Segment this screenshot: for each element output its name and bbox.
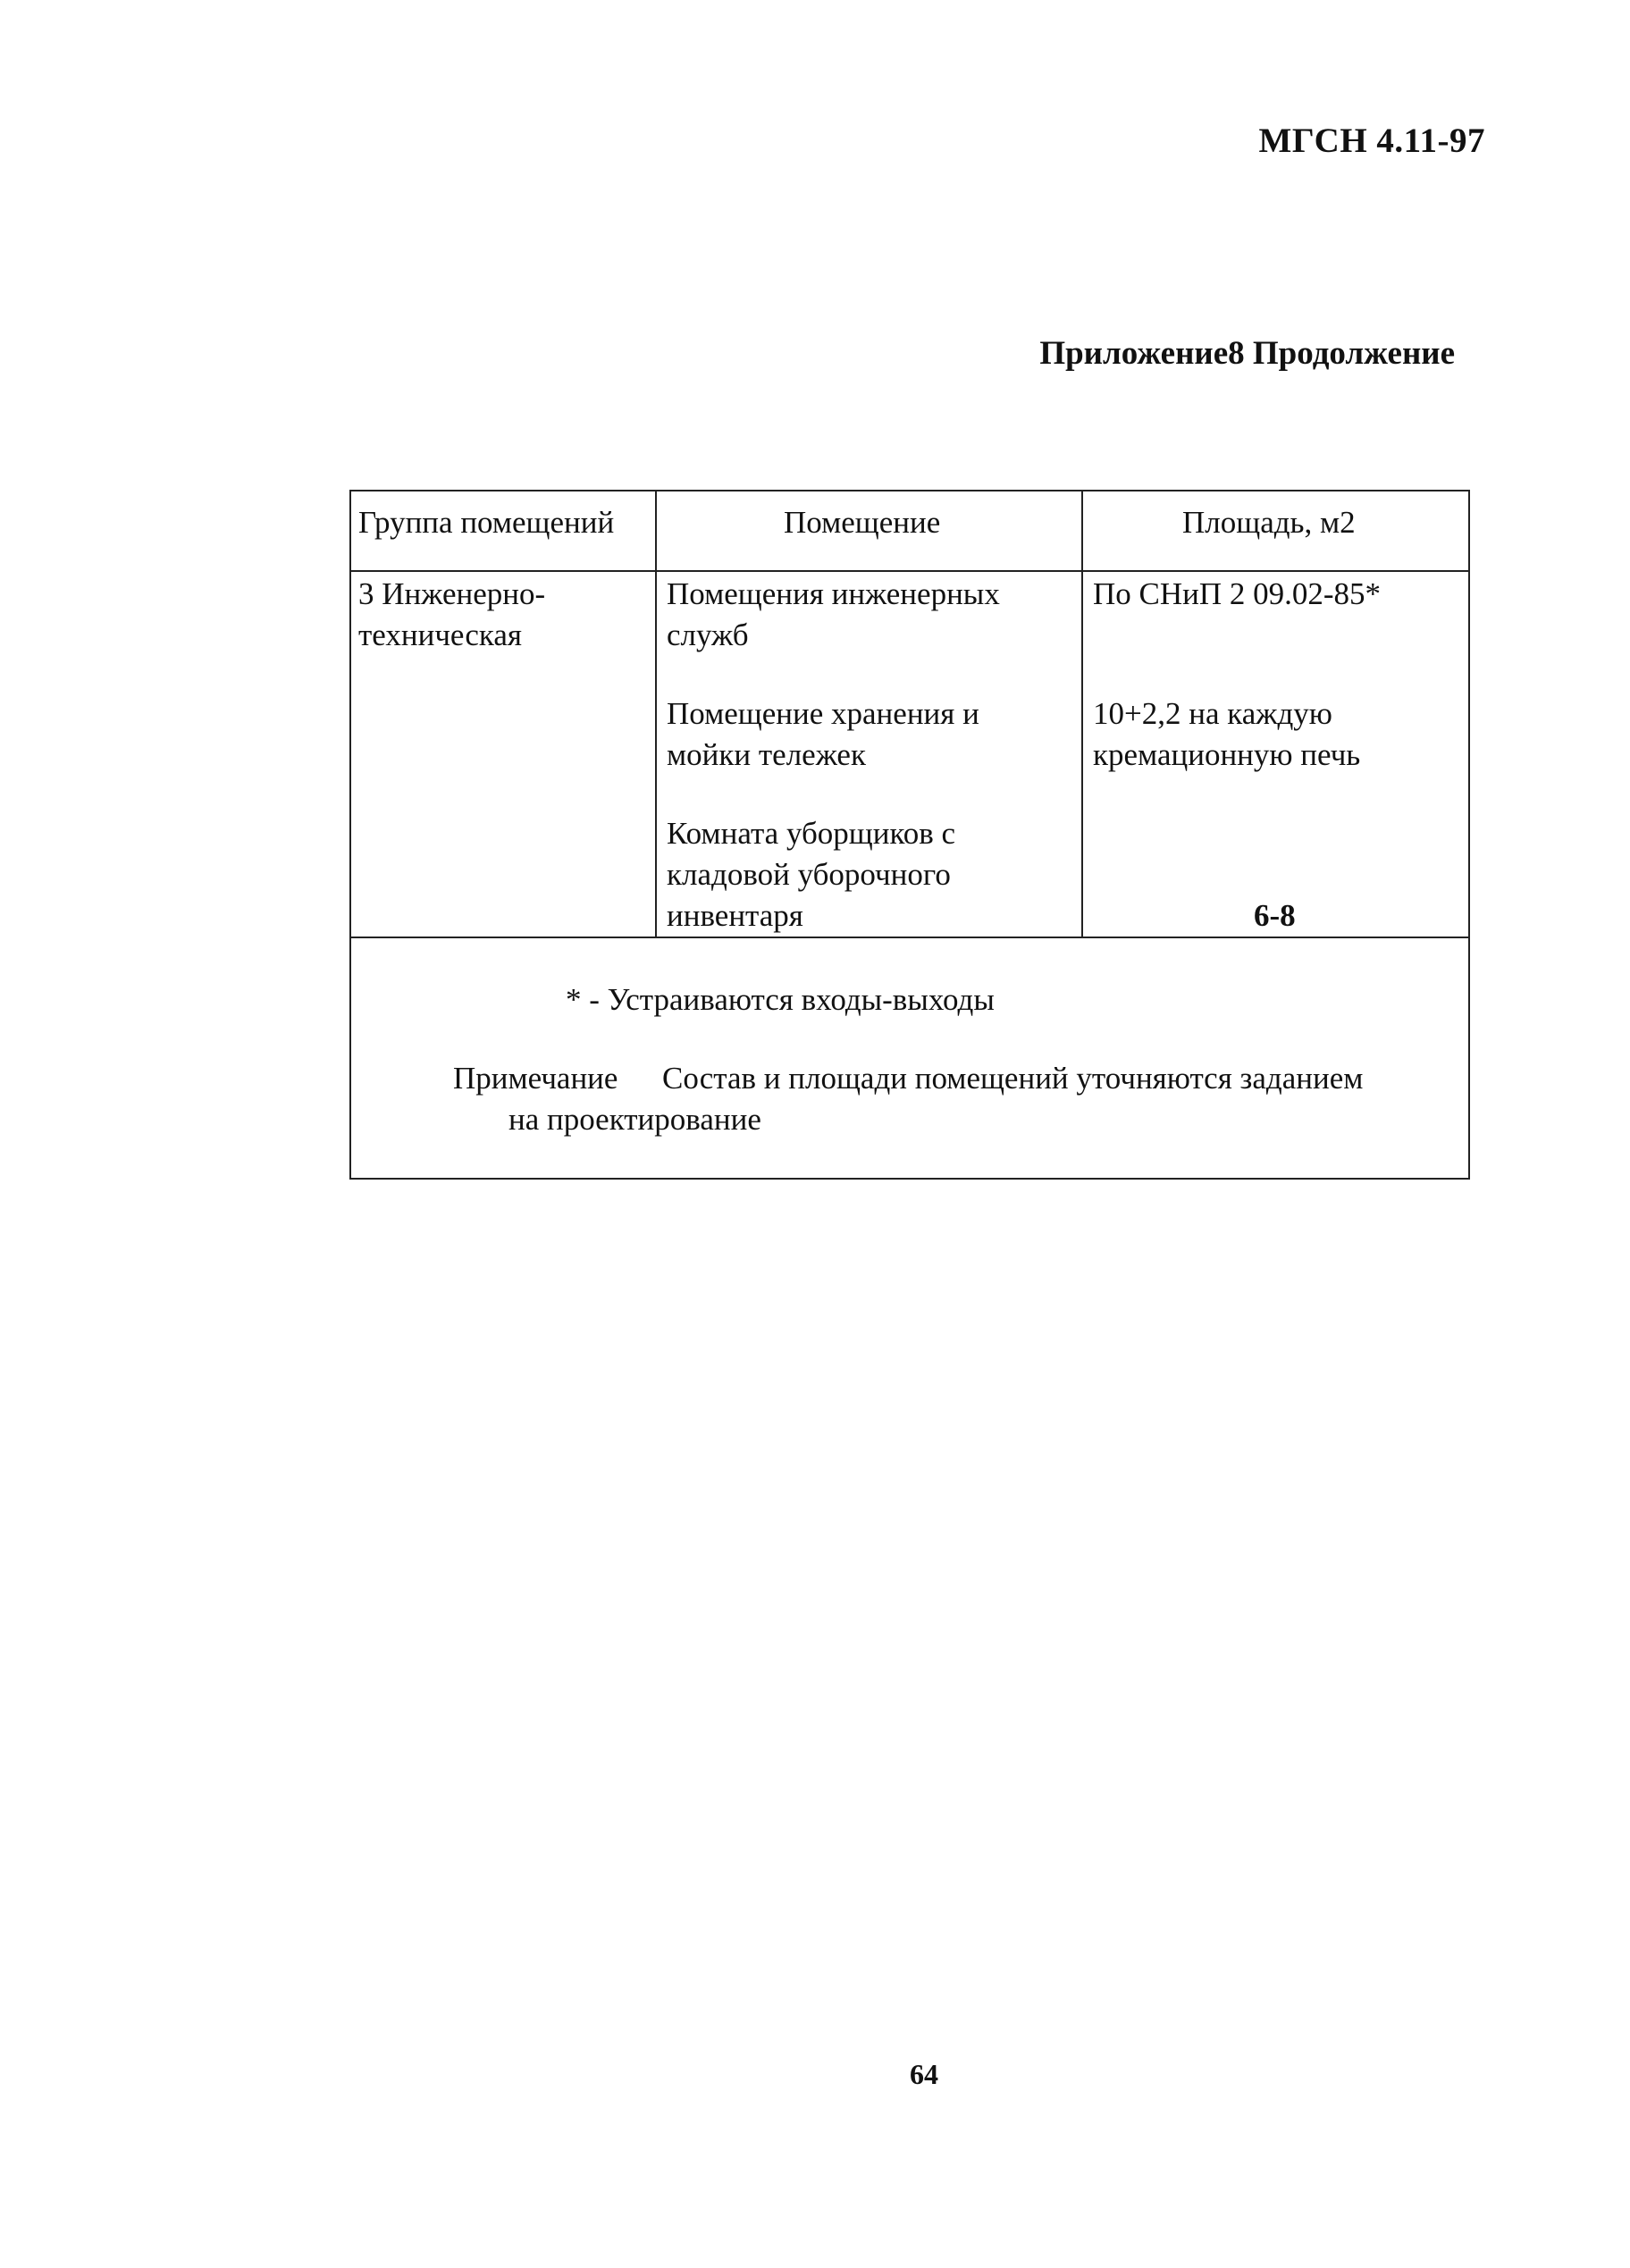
room-area-1: По СНиП 2 09.02-85*: [1093, 576, 1382, 611]
header-area: Площадь, м2: [1182, 505, 1356, 540]
group-name: 3 Инженерно- техническая: [358, 576, 546, 652]
header-room: Помещение: [784, 505, 941, 540]
document-code: МГСН 4.11-97: [1258, 122, 1485, 160]
note-label: Примечание: [453, 1061, 618, 1096]
body-divider: [351, 937, 1468, 938]
room-name-2: Помещение хранения и мойки тележек: [667, 696, 979, 772]
room-area-2: 10+2,2 на каждую кремационную печь: [1093, 696, 1361, 772]
appendix-title: Приложение8 Продолжение: [1039, 335, 1455, 372]
page-number: 64: [910, 2058, 938, 2090]
room-area-3: 6-8: [1254, 898, 1296, 933]
rooms-table: [349, 490, 1470, 1180]
room-name-3: Комната уборщиков с кладовой уборочного инвентаря: [667, 816, 956, 933]
column-divider-2: [1081, 491, 1083, 937]
header-divider: [351, 570, 1468, 572]
note-text: Состав и площади помещений уточняются заданием: [662, 1061, 1364, 1096]
column-divider-1: [655, 491, 657, 937]
header-group: Группа помещений: [358, 505, 615, 540]
room-name-1: Помещения инженерных служб: [667, 576, 1000, 652]
footnote: * - Устраиваются входы-выходы: [566, 982, 995, 1017]
note-continuation: на проектирование: [508, 1102, 761, 1137]
